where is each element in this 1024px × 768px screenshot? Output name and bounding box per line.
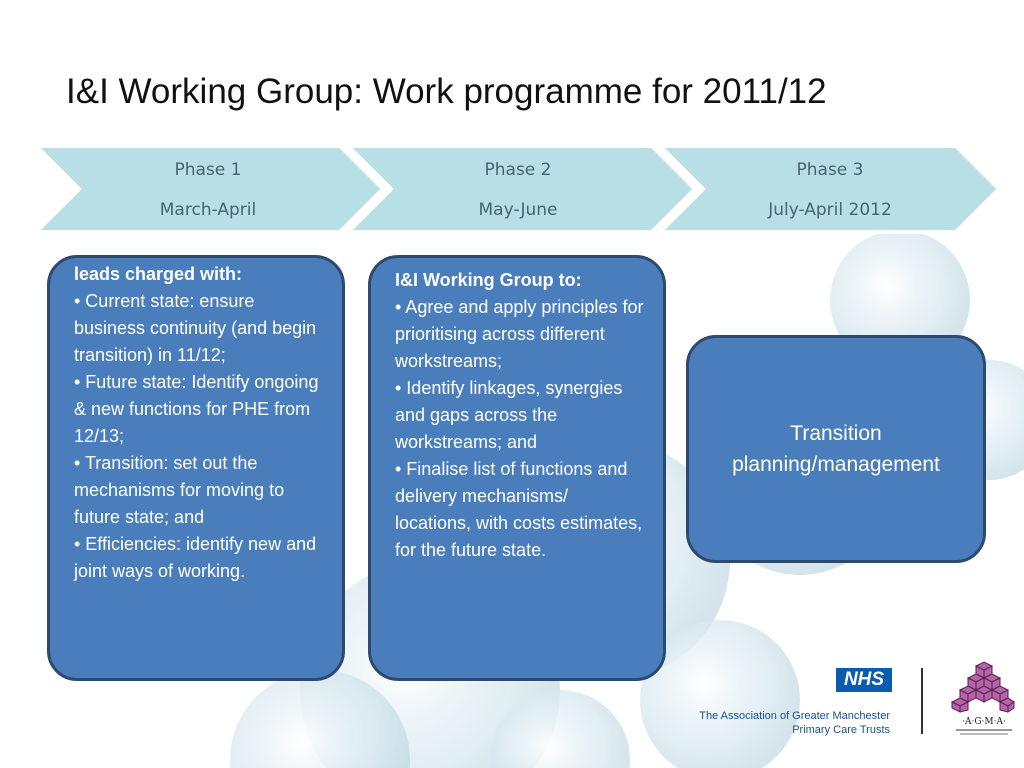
phase-3-period: July-April 2012 <box>768 200 892 220</box>
phase-1-description-box <box>47 237 345 681</box>
phase-2-description-box <box>368 255 666 681</box>
box-1-bullet-2: • Future state: Identify ongoing & new functions for PHE from 12/13; <box>74 372 319 446</box>
box-1-heading-partial: Nine workstream <box>74 237 220 257</box>
box-2-heading: I&I Working Group to: <box>395 270 582 290</box>
agma-logo-icon <box>946 662 1016 742</box>
box-1-bullet-1: • Current state: ensure business continuity (and begin transition) in 11/12; <box>74 291 317 365</box>
box-2-bullet-3: • Finalise list of functions and delivery mechanisms/ locations, with costs estimates, for the future state. <box>395 459 643 560</box>
logo-divider <box>921 668 923 734</box>
association-line-1: The Association of Greater Manchester <box>699 710 890 722</box>
agma-logo-text: ·A·G·M·A· <box>962 717 1006 727</box>
phase-2-label <box>400 150 636 230</box>
phase-1-label <box>90 150 326 230</box>
phase-1-name: Phase 1 <box>174 160 242 180</box>
phase-3-description-box <box>686 335 986 563</box>
phase-2-period: May-June <box>478 200 558 220</box>
box-2-bullet-1: • Agree and apply principles for prioritising across different workstreams; <box>395 297 644 371</box>
box-1-heading: leads charged with: <box>74 264 243 284</box>
association-name <box>699 709 890 737</box>
box-3-text: Transition planning/management <box>732 422 940 476</box>
association-line-2: Primary Care Trusts <box>792 724 890 736</box>
box-1-bullet-3: • Transition: set out the mechanisms for moving to future state; and <box>74 453 285 527</box>
phase-1-period: March-April <box>159 200 257 220</box>
phase-3-name: Phase 3 <box>796 160 864 180</box>
slide-title: I&I Working Group: Work programme for 2011/12 <box>66 72 827 111</box>
box-1-bullet-4: • Efficiencies: identify new and joint ways of working. <box>74 534 317 581</box>
phase-3-label <box>712 150 948 230</box>
nhs-logo: NHS <box>836 668 892 692</box>
phase-2-name: Phase 2 <box>484 160 552 180</box>
box-2-bullet-2: • Identify linkages, synergies and gaps across the workstreams; and <box>395 378 623 452</box>
